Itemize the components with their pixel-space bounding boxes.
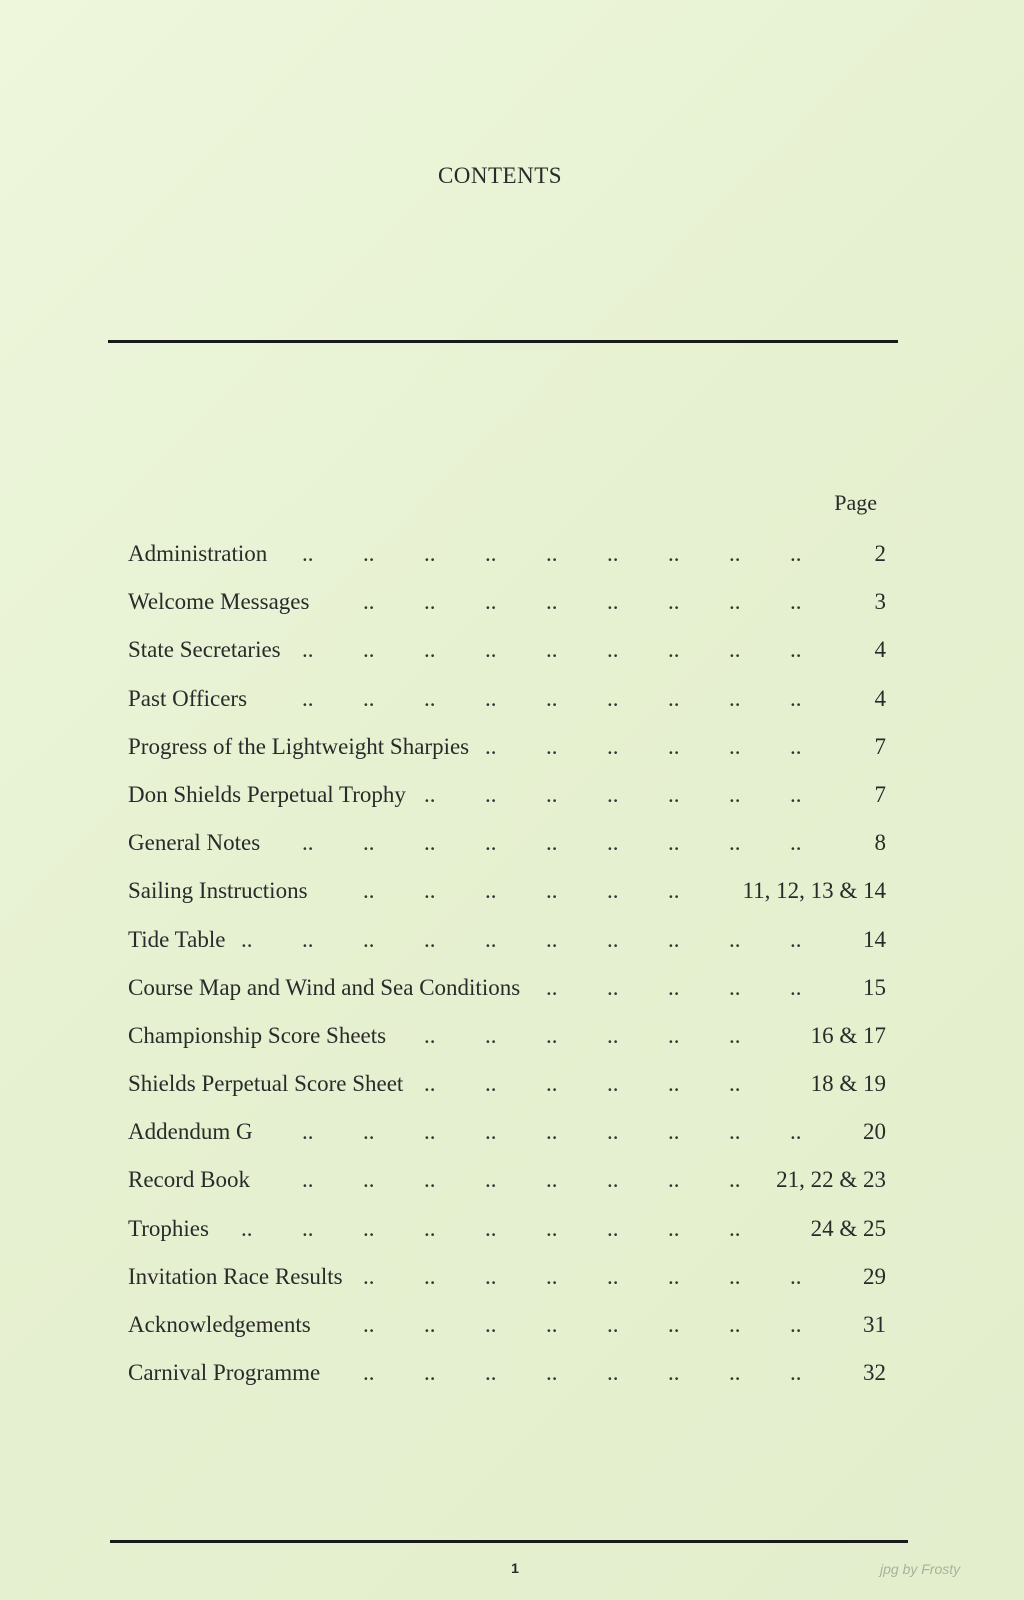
toc-entry-page: 14: [863, 926, 886, 952]
leader-dots: ..: [485, 1071, 497, 1097]
toc-entry: [128, 779, 886, 827]
leader-dots: ..: [790, 1263, 802, 1289]
leader-dots: ..: [302, 541, 314, 566]
leader-dots: ..: [302, 637, 314, 663]
bottom-divider: [110, 1540, 908, 1543]
leader-dots: ..: [668, 685, 680, 711]
leader-dots: ..: [485, 926, 497, 952]
table-of-contents: [128, 538, 886, 1405]
toc-entry-page: 24 & 25: [810, 1215, 886, 1241]
leader-dots: ..: [424, 1071, 436, 1097]
leader-dots: ..: [241, 926, 253, 952]
leader-dots: ..: [424, 685, 436, 711]
leader-dots: ..: [607, 781, 619, 807]
leader-dots: ..: [546, 541, 558, 566]
leader-dots: ..: [363, 637, 375, 663]
leader-dots: ..: [546, 926, 558, 952]
toc-entry-title: Invitation Race Results: [128, 1263, 343, 1289]
leader-dots: ..: [729, 926, 741, 952]
toc-entry-title: Course Map and Wind and Sea Conditions: [128, 974, 521, 1000]
leader-dots: ..: [668, 974, 680, 1000]
leader-dots: ..: [790, 541, 802, 566]
leader-dots: ..: [546, 878, 558, 904]
toc-entry-page: 16 & 17: [810, 1022, 886, 1048]
leader-dots: ..: [546, 1119, 558, 1145]
leader-dots: ..: [363, 1119, 375, 1145]
leader-dots: ..: [729, 1312, 741, 1337]
toc-entry-title: Shields Perpetual Score Sheet: [128, 1071, 404, 1097]
leader-dots: ..: [363, 1312, 375, 1337]
leader-dots: ..: [607, 1360, 619, 1386]
leader-dots: ..: [546, 781, 558, 807]
leader-dots: ..: [668, 1312, 680, 1337]
leader-dots: ..: [546, 685, 558, 711]
leader-dots: ..: [485, 685, 497, 711]
toc-entry-title: Trophies: [128, 1215, 209, 1241]
toc-entry: [128, 1068, 886, 1116]
leader-dots: ..: [302, 1215, 314, 1241]
leader-dots: ..: [424, 1119, 436, 1145]
leader-dots: ..: [546, 1071, 558, 1097]
leader-dots: ..: [302, 1167, 314, 1193]
leader-dots: ..: [302, 1119, 314, 1145]
watermark: jpg by Frosty: [880, 1561, 961, 1577]
toc-entry: [128, 634, 886, 682]
leader-dots: ..: [485, 1263, 497, 1289]
leader-dots: ..: [668, 781, 680, 807]
leader-dots: ..: [363, 1215, 375, 1241]
leader-dots: ..: [729, 637, 741, 663]
toc-entry: [128, 1357, 886, 1405]
leader-dots: ..: [729, 589, 741, 615]
toc-entry-page: 15: [863, 974, 886, 1000]
leader-dots: ..: [546, 974, 558, 1000]
leader-dots: ..: [546, 1215, 558, 1241]
leader-dots: ..: [668, 1119, 680, 1145]
leader-dots: ..: [790, 1312, 802, 1337]
leader-dots: ..: [546, 1360, 558, 1386]
toc-entry: [128, 827, 886, 875]
leader-dots: ..: [729, 781, 741, 807]
leader-dots: ..: [790, 637, 802, 663]
leader-dots: ..: [302, 926, 314, 952]
leader-dots: ..: [607, 1071, 619, 1097]
leader-dots: ..: [729, 1263, 741, 1289]
leader-dots: ..: [424, 1263, 436, 1289]
leader-dots: ..: [790, 685, 802, 711]
leader-dots: ..: [424, 589, 436, 615]
leader-dots: ..: [363, 541, 375, 566]
leader-dots: ..: [668, 1071, 680, 1097]
toc-entry-page: 31: [863, 1312, 886, 1337]
leader-dots: ..: [424, 1022, 436, 1048]
leader-dots: ..: [729, 1215, 741, 1241]
toc-entry-page: 11, 12, 13 & 14: [742, 878, 886, 904]
leader-dots: ..: [607, 685, 619, 711]
leader-dots: ..: [363, 926, 375, 952]
top-divider: [108, 340, 898, 343]
leader-dots: ..: [485, 830, 497, 856]
leader-dots: ..: [485, 733, 497, 759]
toc-entry: [128, 1164, 886, 1212]
leader-dots: ..: [424, 830, 436, 856]
leader-dots: ..: [668, 589, 680, 615]
leader-dots: ..: [607, 541, 619, 566]
toc-entry-page: 20: [863, 1119, 886, 1145]
leader-dots: ..: [607, 1022, 619, 1048]
leader-dots: ..: [485, 541, 497, 566]
leader-dots: ..: [668, 1263, 680, 1289]
toc-entry: [128, 924, 886, 972]
toc-entry-title: Championship Score Sheets: [128, 1022, 387, 1048]
leader-dots: ..: [424, 781, 436, 807]
leader-dots: ..: [607, 637, 619, 663]
leader-dots: ..: [607, 589, 619, 615]
toc-entry-page: 3: [874, 589, 886, 615]
leader-dots: ..: [485, 1167, 497, 1193]
leader-dots: ..: [729, 685, 741, 711]
leader-dots: ..: [424, 1167, 436, 1193]
toc-entry-title: Addendum G: [128, 1119, 253, 1145]
leader-dots: ..: [668, 1167, 680, 1193]
leader-dots: ..: [790, 1119, 802, 1145]
leader-dots: ..: [424, 878, 436, 904]
toc-entry: [128, 731, 886, 779]
toc-entry: [128, 1020, 886, 1068]
leader-dots: ..: [668, 1022, 680, 1048]
leader-dots: ..: [485, 637, 497, 663]
leader-dots: ..: [790, 974, 802, 1000]
leader-dots: ..: [607, 1119, 619, 1145]
leader-dots: ..: [363, 1360, 375, 1386]
leader-dots: ..: [485, 589, 497, 615]
leader-dots: ..: [790, 733, 802, 759]
leader-dots: ..: [790, 1360, 802, 1386]
leader-dots: ..: [546, 589, 558, 615]
toc-entry-title: Record Book: [128, 1167, 251, 1193]
leader-dots: ..: [485, 878, 497, 904]
leader-dots: ..: [607, 733, 619, 759]
leader-dots: ..: [729, 1119, 741, 1145]
leader-dots: ..: [363, 1167, 375, 1193]
leader-dots: ..: [546, 1312, 558, 1337]
leader-dots: ..: [546, 1022, 558, 1048]
leader-dots: ..: [729, 1167, 741, 1193]
leader-dots: ..: [607, 1263, 619, 1289]
toc-entry: [128, 683, 886, 731]
leader-dots: ..: [729, 1071, 741, 1097]
toc-entry-title: Acknowledgements: [128, 1312, 311, 1337]
leader-dots: ..: [424, 1312, 436, 1337]
leader-dots: ..: [668, 733, 680, 759]
leader-dots: ..: [607, 926, 619, 952]
leader-dots: ..: [607, 830, 619, 856]
leader-dots: ..: [302, 685, 314, 711]
toc-entry: [128, 972, 886, 1020]
leader-dots: ..: [485, 1215, 497, 1241]
leader-dots: ..: [485, 1312, 497, 1337]
leader-dots: ..: [302, 830, 314, 856]
leader-dots: ..: [485, 1360, 497, 1386]
leader-dots: ..: [546, 830, 558, 856]
leader-dots: ..: [729, 1022, 741, 1048]
leader-dots: ..: [668, 1360, 680, 1386]
leader-dots: ..: [790, 830, 802, 856]
leader-dots: ..: [790, 589, 802, 615]
leader-dots: ..: [607, 974, 619, 1000]
toc-entry: [128, 1309, 886, 1357]
leader-dots: ..: [363, 830, 375, 856]
toc-entry-title: General Notes: [128, 830, 261, 856]
leader-dots: ..: [729, 974, 741, 1000]
toc-entry-title: Sailing Instructions: [128, 878, 308, 904]
page-title: CONTENTS: [437, 163, 563, 188]
leader-dots: ..: [607, 1215, 619, 1241]
leader-dots: ..: [668, 926, 680, 952]
leader-dots: ..: [668, 637, 680, 663]
page-column-header: Page: [834, 490, 877, 515]
leader-dots: ..: [363, 589, 375, 615]
toc-entry: [128, 538, 886, 586]
leader-dots: ..: [485, 1119, 497, 1145]
toc-entry: [128, 1116, 886, 1164]
leader-dots: ..: [363, 1263, 375, 1289]
leader-dots: ..: [424, 637, 436, 663]
leader-dots: ..: [729, 733, 741, 759]
toc-entry-title: Administration: [128, 541, 268, 566]
leader-dots: ..: [363, 878, 375, 904]
toc-entry-page: 4: [874, 685, 886, 711]
leader-dots: ..: [668, 878, 680, 904]
toc-entry-page: 32: [863, 1360, 886, 1386]
toc-entry: [128, 586, 886, 634]
toc-entry-title: Don Shields Perpetual Trophy: [128, 781, 406, 807]
leader-dots: ..: [546, 637, 558, 663]
leader-dots: ..: [607, 1312, 619, 1337]
toc-entry-title: Welcome Messages: [128, 589, 310, 615]
leader-dots: ..: [546, 733, 558, 759]
toc-entry-title: Progress of the Lightweight Sharpies: [128, 733, 470, 759]
toc-entry-page: 8: [874, 830, 886, 856]
leader-dots: ..: [607, 878, 619, 904]
toc-entry: [128, 875, 886, 923]
toc-entry: [128, 1213, 886, 1261]
leader-dots: ..: [546, 1263, 558, 1289]
leader-dots: ..: [668, 830, 680, 856]
toc-entry-title: Carnival Programme: [128, 1360, 321, 1386]
toc-entry-page: 29: [863, 1263, 886, 1289]
leader-dots: ..: [424, 1360, 436, 1386]
leader-dots: ..: [546, 1167, 558, 1193]
toc-entry-page: 18 & 19: [810, 1071, 886, 1097]
leader-dots: ..: [485, 781, 497, 807]
toc-entry-page: 7: [874, 733, 886, 759]
leader-dots: ..: [668, 1215, 680, 1241]
toc-entry-page: 4: [874, 637, 886, 663]
leader-dots: ..: [424, 541, 436, 566]
footer-page-number: 1: [511, 1560, 519, 1576]
leader-dots: ..: [363, 685, 375, 711]
leader-dots: ..: [790, 781, 802, 807]
leader-dots: ..: [668, 541, 680, 566]
leader-dots: ..: [241, 1215, 253, 1241]
toc-entry: [128, 1261, 886, 1309]
leader-dots: ..: [790, 926, 802, 952]
leader-dots: ..: [729, 541, 741, 566]
toc-entry-page: 2: [874, 541, 886, 566]
toc-entry-title: State Secretaries: [128, 637, 281, 663]
toc-entry-title: Past Officers: [128, 685, 248, 711]
toc-entry-page: 21, 22 & 23: [776, 1167, 886, 1193]
leader-dots: ..: [424, 926, 436, 952]
leader-dots: ..: [729, 830, 741, 856]
leader-dots: ..: [607, 1167, 619, 1193]
toc-entry-page: 7: [874, 781, 886, 807]
leader-dots: ..: [485, 1022, 497, 1048]
toc-entry-title: Tide Table: [128, 926, 226, 952]
leader-dots: ..: [424, 1215, 436, 1241]
leader-dots: ..: [729, 1360, 741, 1386]
